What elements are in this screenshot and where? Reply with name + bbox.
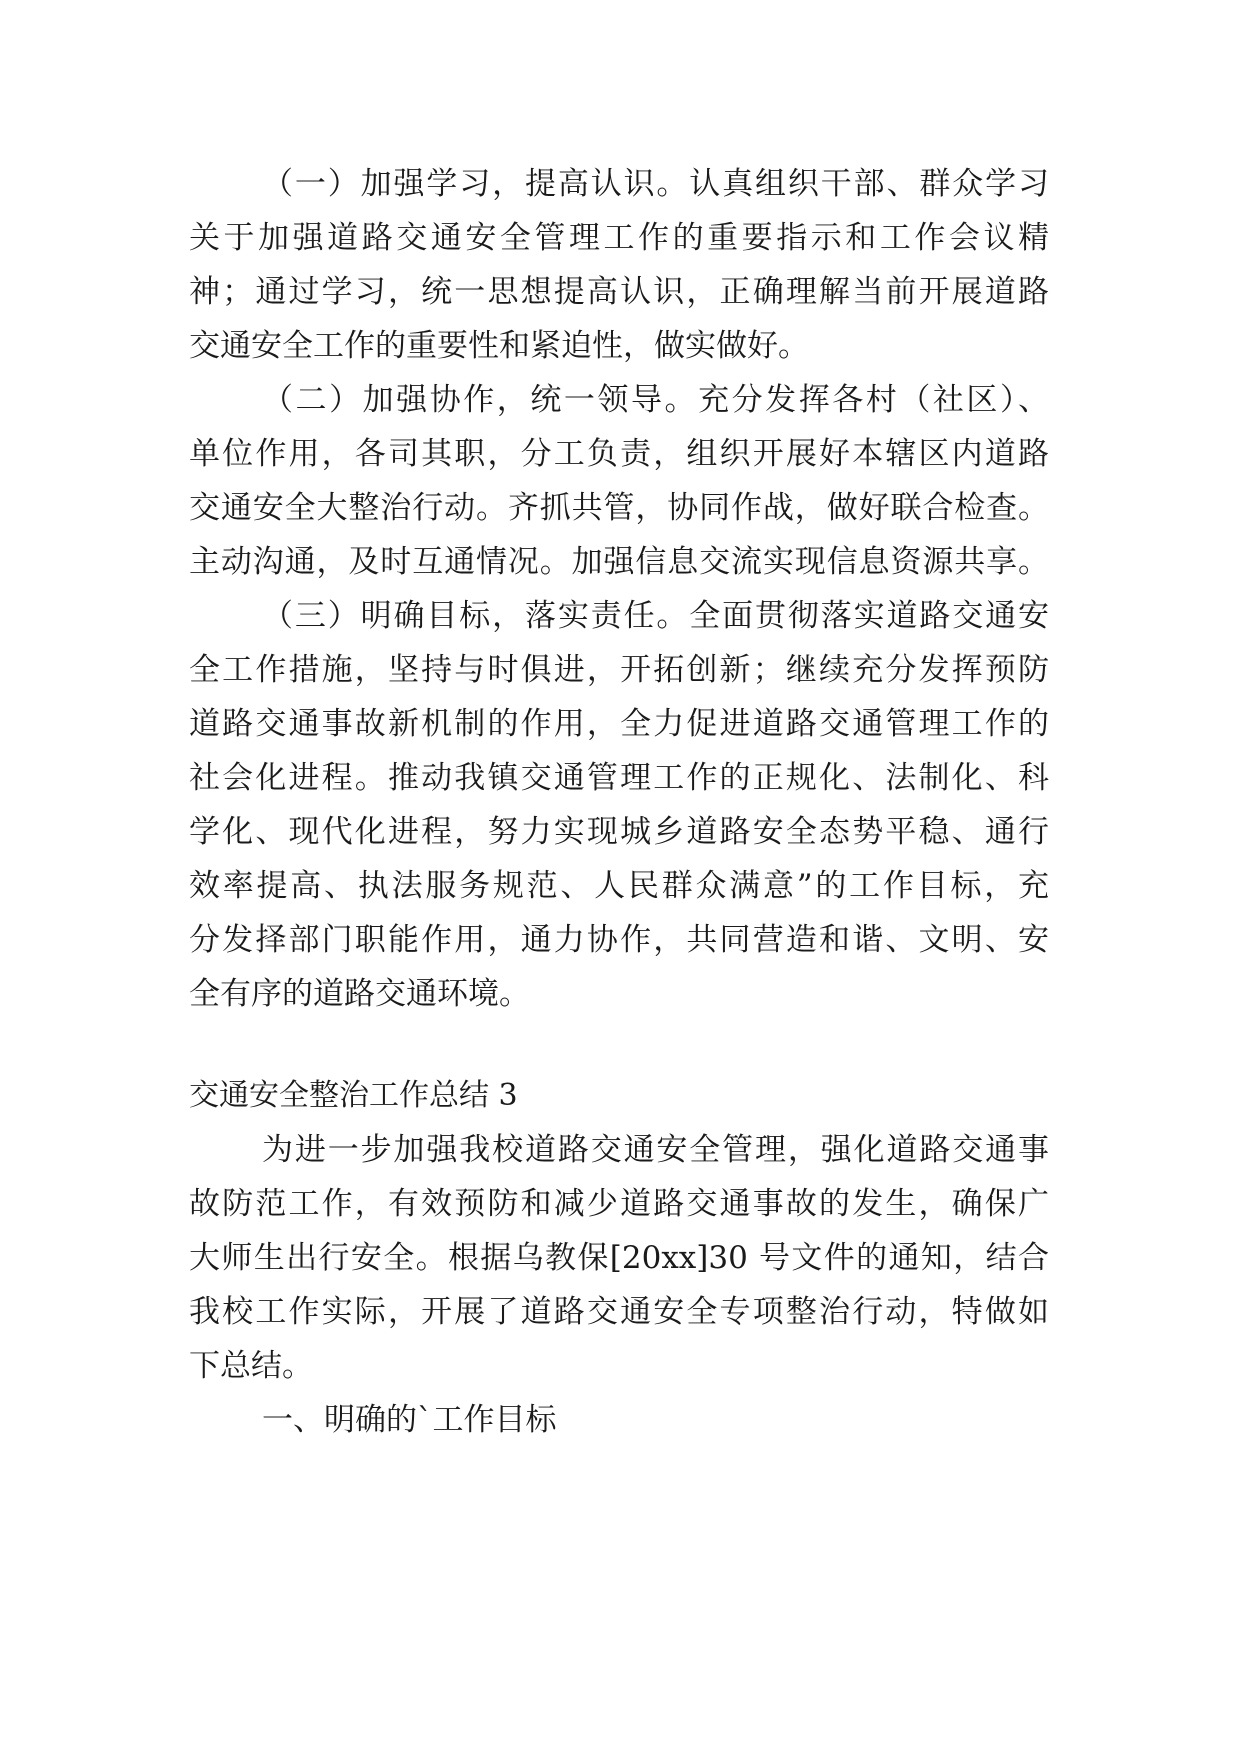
- subsection-heading: 一、明确的`工作目标: [262, 1402, 557, 1438]
- paragraph-line: 神；通过学习，统一思想提高认识，正确理解当前开展道路: [189, 274, 1049, 310]
- paragraph-line: 大师生出行安全。根据乌教保[20xx]30 号文件的通知，结合: [189, 1240, 1049, 1276]
- paragraph-line: 分发择部门职能作用，通力协作，共同营造和谐、文明、安: [189, 922, 1049, 958]
- section-title: 交通安全整治工作总结 3: [189, 1078, 518, 1113]
- paragraph-line: 交通安全工作的重要性和紧迫性，做实做好。: [189, 328, 809, 364]
- paragraph-line: 下总结。: [189, 1348, 313, 1384]
- paragraph-line: 社会化进程。推动我镇交通管理工作的正规化、法制化、科: [189, 760, 1049, 796]
- paragraph-line: （二）加强协作，统一领导。充分发挥各村（社区）、: [262, 382, 1049, 418]
- paragraph-line: 我校工作实际，开展了道路交通安全专项整治行动，特做如: [189, 1294, 1049, 1330]
- paragraph-line: 单位作用，各司其职，分工负责，组织开展好本辖区内道路: [189, 436, 1049, 472]
- paragraph-line: 故防范工作，有效预防和减少道路交通事故的发生，确保广: [189, 1186, 1049, 1222]
- paragraph-line: 为进一步加强我校道路交通安全管理，强化道路交通事: [262, 1132, 1049, 1168]
- paragraph-line: 全工作措施，坚持与时俱进，开拓创新；继续充分发挥预防: [189, 652, 1049, 688]
- paragraph-line: 学化、现代化进程，努力实现城乡道路安全态势平稳、通行: [189, 814, 1049, 850]
- paragraph-line: 道路交通事故新机制的作用，全力促进道路交通管理工作的: [189, 706, 1049, 742]
- paragraph-line: 主动沟通，及时互通情况。加强信息交流实现信息资源共享。: [189, 544, 1049, 580]
- paragraph-line: 效率提高、执法服务规范、人民群众满意”的工作目标，充: [189, 868, 1049, 904]
- paragraph-line: （一）加强学习，提高认识。认真组织干部、群众学习: [262, 166, 1049, 202]
- paragraph-line: 全有序的道路交通环境。: [189, 976, 530, 1012]
- paragraph-line: （三）明确目标，落实责任。全面贯彻落实道路交通安: [262, 598, 1049, 634]
- paragraph-line: 关于加强道路交通安全管理工作的重要指示和工作会议精: [189, 220, 1049, 256]
- paragraph-line: 交通安全大整治行动。齐抓共管，协同作战，做好联合检查。: [189, 490, 1049, 526]
